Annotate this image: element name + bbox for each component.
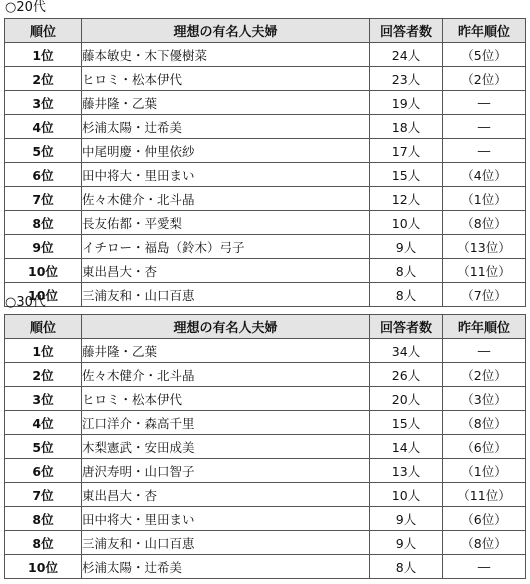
rank-cell: 4位 xyxy=(5,115,82,139)
name-cell: 三浦友和・山口百恵 xyxy=(82,283,370,307)
table-row xyxy=(5,507,526,531)
prev-cell: （2位） xyxy=(443,363,526,387)
table-row xyxy=(5,387,526,411)
header-count: 回答者数 xyxy=(370,19,443,43)
name-cell: ヒロミ・松本伊代 xyxy=(82,387,370,411)
rank-cell: 7位 xyxy=(5,483,82,507)
count-cell: 13人 xyxy=(370,459,443,483)
rank-cell: 9位 xyxy=(5,235,82,259)
rank-cell: 10位 xyxy=(5,283,82,307)
rank-cell: 1位 xyxy=(5,339,82,363)
name-cell: 東出昌大・杏 xyxy=(82,259,370,283)
name-cell: 唐沢寿明・山口智子 xyxy=(82,459,370,483)
name-cell: 藤本敏史・木下優樹菜 xyxy=(82,43,370,67)
prev-cell: （11位） xyxy=(443,483,526,507)
rank-cell: 3位 xyxy=(5,387,82,411)
name-cell: 木梨憲武・安田成美 xyxy=(82,435,370,459)
name-cell: 田中将大・里田まい xyxy=(82,507,370,531)
count-cell: 24人 xyxy=(370,43,443,67)
name-cell: 三浦友和・山口百恵 xyxy=(82,531,370,555)
rank-cell: 7位 xyxy=(5,187,82,211)
header-rank: 順位 xyxy=(5,315,82,339)
table-row xyxy=(5,187,526,211)
name-cell: 佐々木健介・北斗晶 xyxy=(82,187,370,211)
name-cell: 田中将大・里田まい xyxy=(82,163,370,187)
count-cell: 23人 xyxy=(370,67,443,91)
table-row xyxy=(5,259,526,283)
prev-cell: （8位） xyxy=(443,211,526,235)
header-prev-rank: 昨年順位 xyxy=(443,315,526,339)
count-cell: 9人 xyxy=(370,235,443,259)
prev-cell: ― xyxy=(443,115,526,139)
header-couple: 理想の有名人夫婦 xyxy=(82,315,370,339)
name-cell: 長友佑都・平愛梨 xyxy=(82,211,370,235)
count-cell: 15人 xyxy=(370,163,443,187)
count-cell: 9人 xyxy=(370,531,443,555)
rank-cell: 6位 xyxy=(5,459,82,483)
header-count: 回答者数 xyxy=(370,315,443,339)
table-header-row xyxy=(5,315,526,339)
prev-cell: （1位） xyxy=(443,459,526,483)
prev-cell: ― xyxy=(443,555,526,579)
rank-cell: 2位 xyxy=(5,67,82,91)
prev-cell: ― xyxy=(443,339,526,363)
prev-cell: （3位） xyxy=(443,387,526,411)
rank-cell: 5位 xyxy=(5,139,82,163)
count-cell: 9人 xyxy=(370,507,443,531)
table-row xyxy=(5,411,526,435)
name-cell: 佐々木健介・北斗晶 xyxy=(82,363,370,387)
table-row xyxy=(5,163,526,187)
count-cell: 20人 xyxy=(370,387,443,411)
prev-cell: ― xyxy=(443,139,526,163)
table-row xyxy=(5,459,526,483)
count-cell: 26人 xyxy=(370,363,443,387)
count-cell: 8人 xyxy=(370,555,443,579)
name-cell: 藤井隆・乙葉 xyxy=(82,339,370,363)
rank-cell: 8位 xyxy=(5,507,82,531)
count-cell: 8人 xyxy=(370,259,443,283)
section-title-30s: ○30代 xyxy=(5,295,46,310)
rank-cell: 8位 xyxy=(5,531,82,555)
section-title-20s: ○20代 xyxy=(5,0,46,15)
name-cell: 杉浦太陽・辻希美 xyxy=(82,555,370,579)
name-cell: 江口洋介・森高千里 xyxy=(82,411,370,435)
table-row xyxy=(5,435,526,459)
rank-cell: 1位 xyxy=(5,43,82,67)
count-cell: 14人 xyxy=(370,435,443,459)
rank-cell: 8位 xyxy=(5,211,82,235)
name-cell: 杉浦太陽・辻希美 xyxy=(82,115,370,139)
count-cell: 18人 xyxy=(370,115,443,139)
prev-cell: （2位） xyxy=(443,67,526,91)
rank-cell: 10位 xyxy=(5,259,82,283)
table-row xyxy=(5,531,526,555)
table-row xyxy=(5,139,526,163)
header-rank: 順位 xyxy=(5,19,82,43)
rank-cell: 10位 xyxy=(5,555,82,579)
prev-cell: （11位） xyxy=(443,259,526,283)
ranking-table-20s xyxy=(4,18,526,307)
count-cell: 10人 xyxy=(370,211,443,235)
name-cell: 藤井隆・乙葉 xyxy=(82,91,370,115)
prev-cell: （8位） xyxy=(443,411,526,435)
table-row xyxy=(5,235,526,259)
prev-cell: （13位） xyxy=(443,235,526,259)
table-row xyxy=(5,483,526,507)
rank-cell: 5位 xyxy=(5,435,82,459)
rank-cell: 3位 xyxy=(5,91,82,115)
table-row xyxy=(5,115,526,139)
table-row xyxy=(5,91,526,115)
table-row xyxy=(5,211,526,235)
prev-cell: （5位） xyxy=(443,43,526,67)
prev-cell: （6位） xyxy=(443,435,526,459)
table-row xyxy=(5,363,526,387)
prev-cell: （1位） xyxy=(443,187,526,211)
count-cell: 10人 xyxy=(370,483,443,507)
table-row xyxy=(5,67,526,91)
count-cell: 17人 xyxy=(370,139,443,163)
prev-cell: （7位） xyxy=(443,283,526,307)
name-cell: 東出昌大・杏 xyxy=(82,483,370,507)
count-cell: 8人 xyxy=(370,283,443,307)
count-cell: 34人 xyxy=(370,339,443,363)
count-cell: 15人 xyxy=(370,411,443,435)
header-couple: 理想の有名人夫婦 xyxy=(82,19,370,43)
header-prev-rank: 昨年順位 xyxy=(443,19,526,43)
table-row xyxy=(5,283,526,307)
table-row xyxy=(5,555,526,579)
prev-cell: （8位） xyxy=(443,531,526,555)
count-cell: 12人 xyxy=(370,187,443,211)
prev-cell: （4位） xyxy=(443,163,526,187)
table-row xyxy=(5,339,526,363)
table-row xyxy=(5,43,526,67)
ranking-table-30s xyxy=(4,314,526,579)
prev-cell: （6位） xyxy=(443,507,526,531)
rank-cell: 4位 xyxy=(5,411,82,435)
name-cell: 中尾明慶・仲里依紗 xyxy=(82,139,370,163)
rank-cell: 6位 xyxy=(5,163,82,187)
name-cell: イチロー・福島（鈴木）弓子 xyxy=(82,235,370,259)
table-header-row xyxy=(5,19,526,43)
rank-cell: 2位 xyxy=(5,363,82,387)
prev-cell: ― xyxy=(443,91,526,115)
count-cell: 19人 xyxy=(370,91,443,115)
name-cell: ヒロミ・松本伊代 xyxy=(82,67,370,91)
